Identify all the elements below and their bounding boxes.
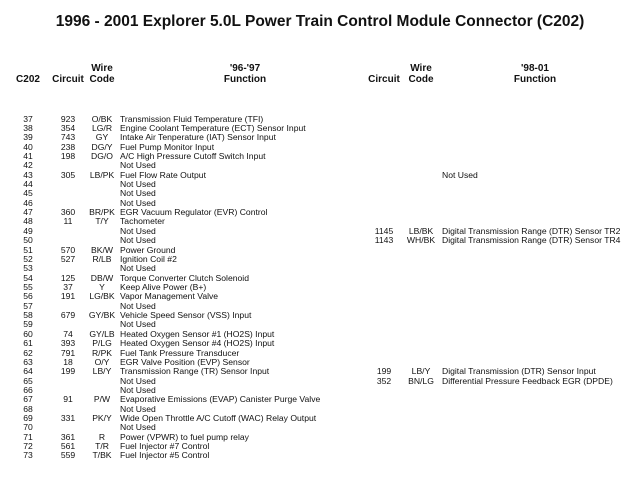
header-circuit-98: Circuit (368, 74, 400, 85)
table-row (0, 451, 640, 460)
circuit-cell: 11 (63, 216, 73, 227)
pin-cell: 65 (23, 375, 33, 386)
pin-cell: 72 (23, 441, 33, 452)
function-96-97-cell: Torque Converter Clutch Solenoid (120, 272, 249, 283)
circuit-cell: 561 (60, 441, 76, 452)
table-row (0, 189, 640, 198)
wire-code-cell: PK/Y (92, 413, 112, 424)
pin-cell: 45 (23, 188, 33, 199)
function-96-97-cell: Fuel Injector #7 Control (120, 441, 210, 452)
circuit-cell: 791 (60, 347, 76, 358)
table-row (0, 274, 640, 283)
pin-cell: 55 (23, 281, 33, 292)
pin-cell: 57 (23, 300, 33, 311)
circuit-cell: 354 (60, 122, 76, 133)
pin-cell: 63 (23, 356, 33, 367)
wire-code-cell: T/Y (95, 216, 109, 227)
wire-code-cell: O/BK (91, 113, 113, 124)
circuit-cell: 559 (60, 450, 76, 461)
circuit-cell: 199 (60, 366, 76, 377)
header-code: Code (89, 74, 115, 85)
pin-cell: 38 (23, 122, 33, 133)
pin-cell: 41 (23, 150, 33, 161)
wire-code-cell: DG/Y (91, 141, 113, 152)
table-row (0, 255, 640, 264)
circuit-cell: 570 (60, 244, 76, 255)
function-96-97-cell: Ignition Coil #2 (120, 253, 177, 264)
wire-code-cell: R/LB (92, 253, 112, 264)
circuit-cell: 18 (63, 356, 73, 367)
circuit-cell: 91 (63, 394, 73, 405)
function-96-97-cell: Vehicle Speed Sensor (VSS) Input (120, 310, 252, 321)
header-wire-98: Wire (410, 63, 432, 74)
function-96-97-cell: Not Used (120, 197, 156, 208)
circuit-cell: 37 (63, 281, 73, 292)
table-row (0, 292, 640, 301)
wire-code-cell: BR/PK (89, 207, 115, 218)
circuit-cell: 360 (60, 207, 76, 218)
wire-code-98-cell: WH/BK (406, 235, 436, 246)
circuit-98-cell: 1145 (374, 225, 394, 236)
circuit-cell: 361 (60, 431, 76, 442)
pin-cell: 43 (23, 169, 33, 180)
wire-code-cell: O/Y (94, 356, 110, 367)
function-96-97-cell: Transmission Fluid Temperature (TFI) (120, 113, 264, 124)
function-96-97-cell: EGR Valve Position (EVP) Sensor (120, 356, 250, 367)
function-96-97-cell: Not Used (120, 225, 156, 236)
pin-cell: 61 (23, 338, 33, 349)
header-function-96-97: Function (223, 74, 267, 85)
header-c202: C202 (16, 74, 40, 85)
circuit-cell: 305 (60, 169, 76, 180)
function-96-97-cell: Engine Coolant Temperature (ECT) Sensor Input (120, 122, 306, 133)
circuit-cell: 393 (60, 338, 76, 349)
wire-code-cell: LB/Y (92, 366, 112, 377)
function-98-01-cell: Differential Pressure Feedback EGR (DPDE) (442, 375, 613, 386)
pin-cell: 54 (23, 272, 33, 283)
pin-cell: 69 (23, 413, 33, 424)
wire-code-cell: GY/LB (89, 328, 115, 339)
function-96-97-cell: Power Ground (120, 244, 176, 255)
function-98-01-cell: Digital Transmission Range (DTR) Sensor TR2 (442, 225, 621, 236)
pin-cell: 60 (23, 328, 33, 339)
function-96-97-cell: Not Used (120, 319, 156, 330)
function-96-97-cell: EGR Vacuum Regulator (EVR) Control (120, 207, 268, 218)
wire-code-cell: LB/PK (89, 169, 115, 180)
function-96-97-cell: Evaporative Emissions (EVAP) Canister Purge Valve (120, 394, 321, 405)
pin-cell: 71 (23, 431, 33, 442)
function-96-97-cell: Not Used (120, 188, 156, 199)
circuit-cell: 743 (60, 132, 76, 143)
function-96-97-cell: Fuel Tank Pressure Transducer (120, 347, 240, 358)
header-98-01: '98-01 (521, 63, 549, 74)
circuit-98-cell: 352 (376, 375, 392, 386)
wire-code-cell: R (98, 431, 106, 442)
wire-code-cell: Y (99, 281, 105, 292)
pin-cell: 62 (23, 347, 33, 358)
pin-cell: 56 (23, 291, 33, 302)
pin-cell: 64 (23, 366, 33, 377)
function-96-97-cell: Intake Air Tenperature (IAT) Sensor Input (120, 132, 276, 143)
pin-cell: 37 (23, 113, 33, 124)
function-96-97-cell: Tachometer (120, 216, 165, 227)
header-circuit: Circuit (52, 74, 84, 85)
wire-code-98-cell: LB/Y (411, 366, 431, 377)
pin-cell: 68 (23, 403, 33, 414)
function-96-97-cell: Not Used (120, 235, 156, 246)
table-row (0, 180, 640, 189)
circuit-cell: 125 (60, 272, 76, 283)
wire-code-98-cell: LB/BK (408, 225, 434, 236)
wire-code-cell: BK/W (91, 244, 113, 255)
function-96-97-cell: Not Used (120, 263, 156, 274)
circuit-cell: 198 (60, 150, 76, 161)
function-98-01-cell: Digital Transmission Range (DTR) Sensor TR4 (442, 235, 621, 246)
table-row (0, 423, 640, 432)
function-96-97-cell: Heated Oxygen Sensor #1 (HO2S) Input (120, 328, 275, 339)
pin-cell: 49 (23, 225, 33, 236)
function-96-97-cell: Power (VPWR) to fuel pump relay (120, 431, 249, 442)
wire-code-cell: T/R (95, 441, 109, 452)
pin-cell: 58 (23, 310, 33, 321)
header-wire: Wire (91, 63, 113, 74)
function-96-97-cell: A/C High Pressure Cutoff Switch Input (120, 150, 266, 161)
pin-cell: 59 (23, 319, 33, 330)
pin-cell: 42 (23, 160, 33, 171)
circuit-98-cell: 199 (376, 366, 392, 377)
table-row (0, 414, 640, 423)
header-code-98: Code (408, 74, 434, 85)
wire-code-cell: P/W (93, 394, 111, 405)
circuit-cell: 74 (63, 328, 73, 339)
pin-cell: 40 (23, 141, 33, 152)
wire-code-cell: LG/BK (89, 291, 115, 302)
function-96-97-cell: Not Used (120, 403, 156, 414)
table-row (0, 171, 640, 180)
wire-code-cell: DG/O (91, 150, 113, 161)
circuit-cell: 331 (60, 413, 76, 424)
function-96-97-cell: Not Used (120, 384, 156, 395)
circuit-cell: 923 (60, 113, 76, 124)
pin-cell: 46 (23, 197, 33, 208)
function-98-01-cell: Digital Transmission (DTR) Sensor Input (442, 366, 596, 377)
pin-cell: 51 (23, 244, 33, 255)
circuit-98-cell: 1143 (374, 235, 394, 246)
function-98-01-cell: Not Used (442, 169, 478, 180)
function-96-97-cell: Keep Alive Power (B+) (120, 281, 207, 292)
header-96-97: '96-'97 (229, 63, 261, 74)
function-96-97-cell: Fuel Injector #5 Control (120, 450, 210, 461)
function-96-97-cell: Transmission Range (TR) Sensor Input (120, 366, 270, 377)
table-row (0, 311, 640, 320)
pin-cell: 39 (23, 132, 33, 143)
pin-cell: 73 (23, 450, 33, 461)
function-96-97-cell: Heated Oxygen Sensor #4 (HO2S) Input (120, 338, 275, 349)
function-96-97-cell: Wide Open Throttle A/C Cutoff (WAC) Relay Output (120, 413, 317, 424)
circuit-cell: 679 (60, 310, 76, 321)
table-row (0, 152, 640, 161)
pin-cell: 44 (23, 179, 33, 190)
pin-cell: 50 (23, 235, 33, 246)
pin-cell: 70 (23, 422, 33, 433)
pin-cell: 67 (23, 394, 33, 405)
wire-code-cell: LG/R (91, 122, 113, 133)
function-96-97-cell: Not Used (120, 300, 156, 311)
function-96-97-cell: Fuel Pump Monitor Input (120, 141, 215, 152)
function-96-97-cell: Fuel Flow Rate Output (120, 169, 206, 180)
pin-cell: 53 (23, 263, 33, 274)
table-row (0, 395, 640, 404)
circuit-cell: 191 (60, 291, 76, 302)
wire-code-cell: P/LG (92, 338, 112, 349)
function-96-97-cell: Not Used (120, 179, 156, 190)
pin-cell: 47 (23, 207, 33, 218)
circuit-cell: 238 (60, 141, 76, 152)
document-title: 1996 - 2001 Explorer 5.0L Power Train Control Module Connector (C202) (55, 13, 585, 30)
wire-code-cell: DB/W (90, 272, 114, 283)
circuit-cell: 527 (60, 253, 76, 264)
pin-cell: 48 (23, 216, 33, 227)
wire-code-cell: R/PK (91, 347, 113, 358)
pin-cell: 66 (23, 384, 33, 395)
wire-code-cell: T/BK (92, 450, 112, 461)
function-96-97-cell: Not Used (120, 160, 156, 171)
function-96-97-cell: Vapor Management Valve (120, 291, 219, 302)
header-function-98-01: Function (513, 74, 557, 85)
function-96-97-cell: Not Used (120, 422, 156, 433)
function-96-97-cell: Not Used (120, 375, 156, 386)
wire-code-cell: GY/BK (88, 310, 116, 321)
pin-cell: 52 (23, 253, 33, 264)
table-row (0, 377, 640, 386)
wire-code-cell: GY (95, 132, 109, 143)
wire-code-98-cell: BN/LG (408, 375, 434, 386)
